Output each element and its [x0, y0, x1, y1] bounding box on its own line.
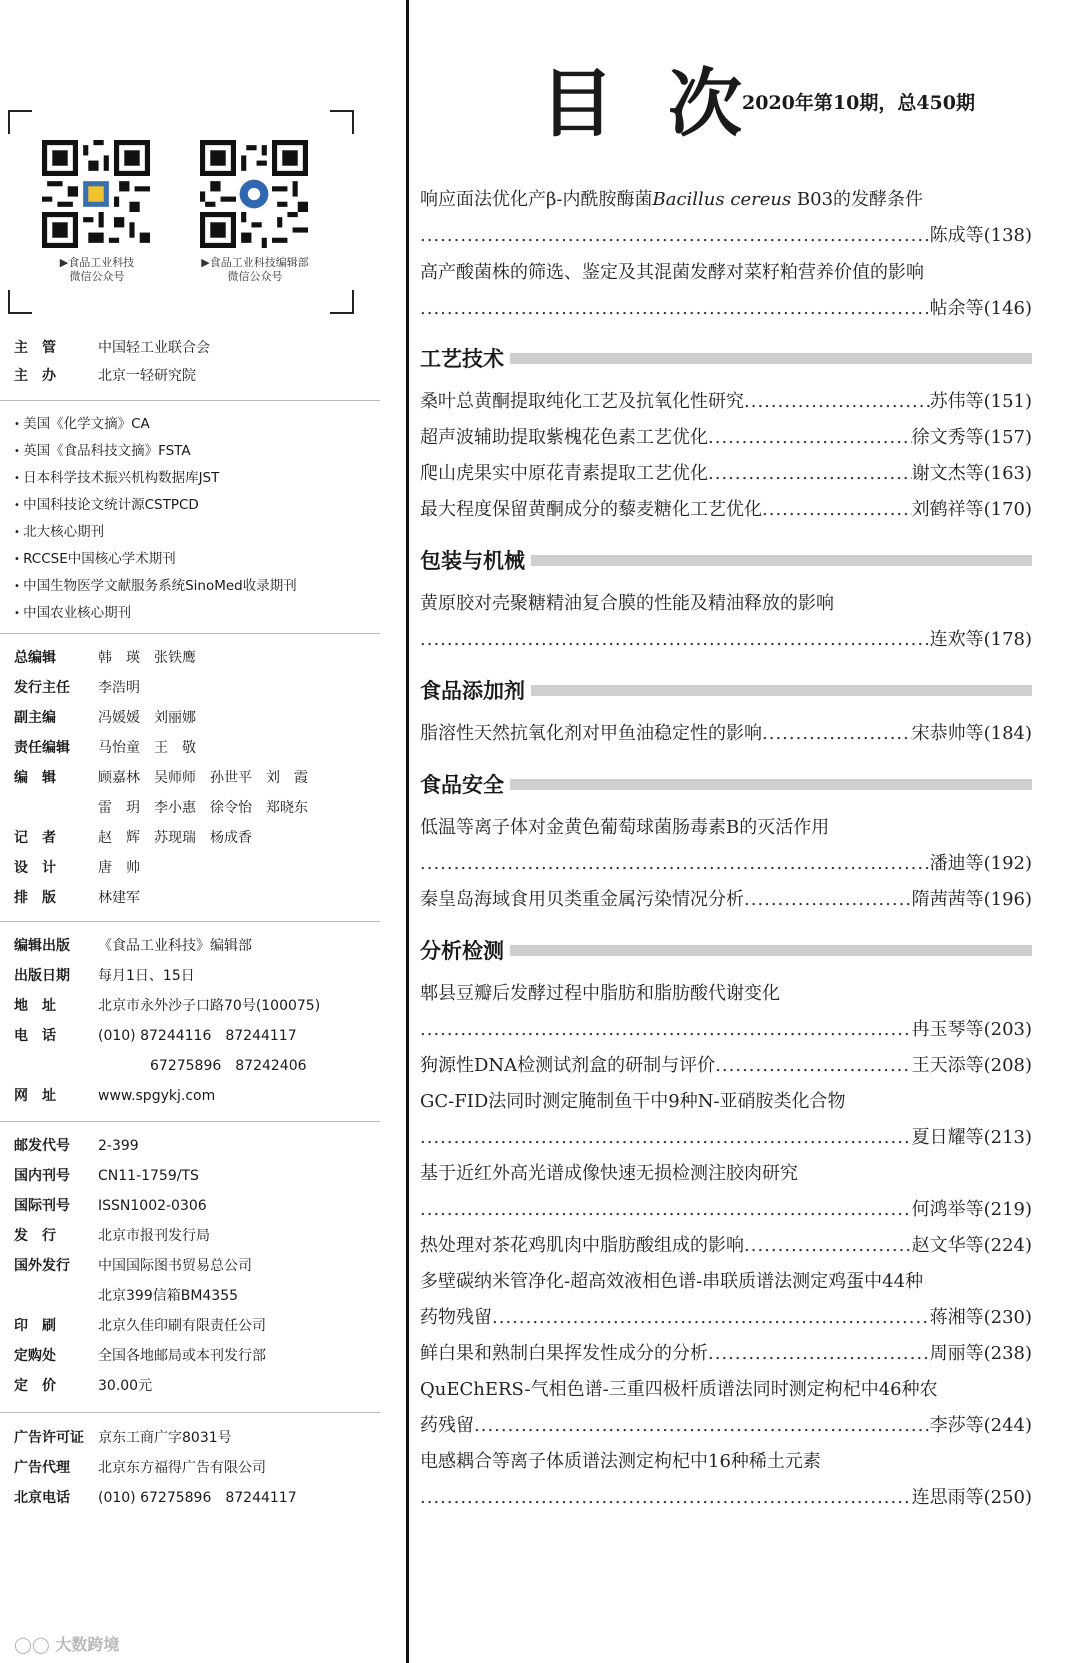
section-title: 分析检测	[420, 939, 504, 963]
toc-entry-author: 蒋湘等(230)	[929, 1307, 1032, 1328]
toc-entry-title: 高产酸菌株的筛选、鉴定及其混菌发酵对菜籽粕营养价值的影响	[420, 262, 924, 283]
title-italic-part: Bacillus cereus	[652, 189, 792, 210]
toc-entry-author: 李莎等(244)	[929, 1415, 1032, 1436]
row-label: 网 址	[14, 1088, 56, 1104]
row-value: 2-399	[98, 1138, 139, 1154]
leader-dots	[762, 492, 912, 528]
toc-entry[interactable]	[420, 586, 1032, 658]
qr-caption-line: ▶食品工业科技编辑部	[201, 256, 309, 269]
frame-corner	[330, 110, 354, 134]
divider	[0, 921, 380, 922]
toc-entry[interactable]	[420, 1084, 1032, 1156]
frame-corner	[8, 110, 32, 134]
section-header	[420, 769, 1032, 799]
row-label: 定购处	[14, 1348, 56, 1364]
leader-dots	[492, 1300, 930, 1336]
staff-row	[14, 828, 252, 848]
row-value: 北京久佳印刷有限责任公司	[98, 1318, 266, 1334]
codes-row	[14, 1316, 266, 1336]
row-value: 中国轻工业联合会	[98, 340, 210, 356]
row-label: 副主编	[14, 710, 56, 726]
sponsor-row	[14, 366, 196, 386]
toc-entry-title: QuEChERS-气相色谱-三重四极杆质谱法同时测定枸杞中46种农	[420, 1379, 938, 1400]
row-value: 韩 瑛 张铁鹰	[98, 650, 196, 666]
leader-dots	[420, 1192, 912, 1228]
section-bar	[510, 779, 1032, 790]
publishing-row	[14, 996, 320, 1016]
toc-entry-author: 苏伟等(151)	[929, 391, 1032, 412]
toc-entry-title: 热处理对茶花鸡肌肉中脂肪酸组成的影响	[420, 1235, 744, 1256]
toc-entry-author: 刘鹤祥等(170)	[911, 499, 1032, 520]
leader-dots	[762, 716, 912, 752]
row-value: ISSN1002-0306	[98, 1198, 207, 1214]
title-part: B03的发酵条件	[791, 189, 924, 210]
toc-entry[interactable]	[420, 255, 1032, 327]
row-label: 国外发行	[14, 1258, 70, 1274]
row-label: 编辑出版	[14, 938, 70, 954]
codes-row	[14, 1166, 199, 1186]
toc-entry-title: 最大程度保留黄酮成分的藜麦糖化工艺优化	[420, 499, 762, 520]
section-title: 食品添加剂	[420, 679, 525, 703]
left-info-column	[0, 0, 405, 1663]
leader-dots	[474, 1408, 930, 1444]
watermark	[14, 1632, 119, 1655]
row-label: 设 计	[14, 860, 56, 876]
indexing-item: • 北大核心期刊	[14, 520, 104, 540]
qr-code-icon[interactable]	[42, 140, 150, 248]
row-value: 《食品工业科技》编辑部	[98, 938, 252, 954]
row-label: 主 管	[14, 340, 56, 356]
row-label: 北京电话	[14, 1490, 70, 1506]
title-part: 响应面法优化产β-内酰胺酶菌	[420, 189, 653, 210]
divider	[0, 633, 380, 634]
frame-corner	[8, 290, 32, 314]
toc-entry[interactable]	[420, 1264, 1032, 1336]
toc-entry[interactable]	[420, 420, 1032, 456]
row-label: 地 址	[14, 998, 56, 1014]
toc-entry-author: 宋恭帅等(184)	[911, 723, 1032, 744]
leader-dots	[420, 846, 930, 882]
codes-row	[14, 1286, 238, 1306]
leader-dots	[420, 622, 930, 658]
row-label: 广告许可证	[14, 1430, 84, 1446]
issue-number: 2020年第10期，总450期	[742, 92, 975, 114]
codes-row	[14, 1256, 252, 1276]
toc-entry-title: 基于近红外高光谱成像快速无损检测注胶肉研究	[420, 1163, 798, 1184]
publishing-row	[14, 1056, 307, 1076]
staff-row	[14, 768, 308, 788]
toc-entry-author: 陈成等(138)	[929, 225, 1032, 246]
toc-entry-title: 多壁碳纳米管净化-超高效液相色谱-串联质谱法测定鸡蛋中44种	[420, 1271, 924, 1292]
staff-row	[14, 678, 140, 698]
qr-caption-line: 微信公众号	[227, 270, 283, 283]
toc-entry[interactable]	[420, 1372, 1032, 1444]
toc-entry-author: 何鸿举等(219)	[911, 1199, 1032, 1220]
codes-row	[14, 1226, 210, 1246]
toc-entry-title	[420, 182, 1032, 218]
toc-entry[interactable]	[420, 456, 1032, 492]
watermark-icon: ◯◯	[14, 1635, 56, 1654]
leader-dots	[744, 882, 912, 918]
toc-entry-title-cont: 药残留	[420, 1415, 474, 1436]
staff-row	[14, 858, 140, 878]
toc-entry-title: 脂溶性天然抗氧化剂对甲鱼油稳定性的影响	[420, 723, 762, 744]
leader-dots	[420, 1012, 912, 1048]
indexing-item: • RCCSE中国核心学术期刊	[14, 547, 176, 567]
toc-entry-title: GC-FID法同时测定腌制鱼干中9种N-亚硝胺类化合物	[420, 1091, 846, 1112]
section-header	[420, 935, 1032, 965]
row-label: 责任编辑	[14, 740, 70, 756]
row-label: 排 版	[14, 890, 56, 906]
toc-entry[interactable]	[420, 1336, 1032, 1372]
row-value: 唐 帅	[98, 860, 140, 876]
toc-entry[interactable]	[420, 1156, 1032, 1228]
indexing-item: • 美国《化学文摘》CA	[14, 412, 150, 432]
toc-entry[interactable]	[420, 384, 1032, 420]
row-label: 国际刊号	[14, 1198, 70, 1214]
toc-entry-title: 桑叶总黄酮提取纯化工艺及抗氧化性研究	[420, 391, 744, 412]
row-label: 记 者	[14, 830, 56, 846]
row-value: (010) 67275896 87244117	[98, 1490, 297, 1506]
row-label: 编 辑	[14, 770, 56, 786]
section-bar	[510, 353, 1032, 364]
toc-entry-title-cont: 药物残留	[420, 1307, 492, 1328]
staff-row	[14, 888, 140, 908]
row-label: 电 话	[14, 1028, 56, 1044]
toc-entry-author: 连欢等(178)	[929, 629, 1032, 650]
toc-entry[interactable]	[420, 810, 1032, 882]
section-header	[420, 343, 1032, 373]
row-label: 国内刊号	[14, 1168, 70, 1184]
toc-entry[interactable]	[420, 492, 1032, 528]
ads-row	[14, 1488, 297, 1508]
toc-entry-title: 黄原胶对壳聚糖精油复合膜的性能及精油释放的影响	[420, 593, 834, 614]
section-bar	[510, 945, 1032, 956]
row-value: 马怡童 王 敬	[98, 740, 196, 756]
ads-row	[14, 1428, 232, 1448]
publishing-row	[14, 1026, 297, 1046]
toc-entry-author: 赵文华等(224)	[911, 1235, 1032, 1256]
section-title: 食品安全	[420, 773, 504, 797]
toc-entry-author: 连思雨等(250)	[911, 1487, 1032, 1508]
leader-dots	[708, 420, 912, 456]
row-value: 每月1日、15日	[98, 968, 195, 984]
row-value: 冯媛媛 刘丽娜	[98, 710, 196, 726]
row-value: 林建军	[98, 890, 140, 906]
toc-entry-author: 周丽等(238)	[929, 1343, 1032, 1364]
toc-entry-author: 冉玉琴等(203)	[911, 1019, 1032, 1040]
row-label: 定 价	[14, 1378, 56, 1394]
leader-dots	[420, 218, 930, 254]
codes-row	[14, 1196, 207, 1216]
toc-entry-title: 狗源性DNA检测试剂盒的研制与评价	[420, 1055, 716, 1076]
staff-row	[14, 798, 308, 818]
section-header	[420, 675, 1032, 705]
row-value: 67275896 87242406	[150, 1058, 307, 1074]
toc-entry-title: 鲜白果和熟制白果挥发性成分的分析	[420, 1343, 708, 1364]
toc-entry-title: 爬山虎果实中原花青素提取工艺优化	[420, 463, 708, 484]
divider	[0, 1412, 380, 1413]
row-value: 30.00元	[98, 1378, 153, 1394]
column-divider	[406, 0, 409, 1663]
staff-row	[14, 648, 196, 668]
qr-caption-line: ▶食品工业科技	[59, 256, 135, 269]
website-link[interactable]: www.spgykj.com	[98, 1088, 216, 1104]
ads-row	[14, 1458, 266, 1478]
toc-entry-author: 王天添等(208)	[911, 1055, 1032, 1076]
row-label: 发行主任	[14, 680, 70, 696]
toc-entry-author: 夏日耀等(213)	[911, 1127, 1032, 1148]
toc-entry-title: 低温等离子体对金黄色葡萄球菌肠毒素B的灭活作用	[420, 817, 830, 838]
row-value: CN11-1759/TS	[98, 1168, 199, 1184]
indexing-item: • 中国农业核心期刊	[14, 601, 131, 621]
row-label: 广告代理	[14, 1460, 70, 1476]
qr-caption	[12, 256, 182, 284]
toc-entry-author: 徐文秀等(157)	[911, 427, 1032, 448]
frame-corner	[330, 290, 354, 314]
codes-row	[14, 1346, 266, 1366]
row-value: (010) 87244116 87244117	[98, 1028, 297, 1044]
divider	[0, 1121, 380, 1122]
section-header	[420, 545, 1032, 575]
section-bar	[531, 555, 1032, 566]
row-label: 发 行	[14, 1228, 56, 1244]
section-bar	[531, 685, 1032, 696]
divider	[0, 400, 380, 401]
section-title: 工艺技术	[420, 347, 504, 371]
indexing-item: • 英国《食品科技文摘》FSTA	[14, 439, 191, 459]
row-value: 京东工商广字8031号	[98, 1430, 232, 1446]
toc-entry-title: 电感耦合等离子体质谱法测定枸杞中16种稀土元素	[420, 1451, 821, 1472]
row-value: 北京市报刊发行局	[98, 1228, 210, 1244]
row-value: 赵 辉 苏现瑞 杨成香	[98, 830, 252, 846]
publishing-row[interactable]	[14, 1086, 215, 1106]
toc-entry[interactable]	[420, 1444, 1032, 1516]
codes-row	[14, 1376, 152, 1396]
table-of-contents	[420, 0, 1040, 1663]
indexing-item: • 中国科技论文统计源CSTPCD	[14, 493, 199, 513]
indexing-item: • 中国生物医学文献服务系统SinoMed收录期刊	[14, 574, 297, 594]
indexing-item: • 日本科学技术振兴机构数据库JST	[14, 466, 219, 486]
row-value: 北京一轻研究院	[98, 368, 196, 384]
publishing-row	[14, 936, 252, 956]
row-value: 北京399信箱BM4355	[98, 1288, 239, 1304]
leader-dots	[708, 456, 912, 492]
publishing-row	[14, 966, 195, 986]
toc-entry[interactable]	[420, 1228, 1032, 1264]
qr-code-icon[interactable]	[200, 140, 308, 248]
watermark-text: 大数跨境	[55, 1635, 120, 1654]
page-title: 目次	[540, 61, 796, 147]
leader-dots	[420, 291, 930, 327]
toc-entry-title: 秦皇岛海域食用贝类重金属污染情况分析	[420, 889, 744, 910]
codes-row	[14, 1136, 139, 1156]
row-label: 印 刷	[14, 1318, 56, 1334]
leader-dots	[744, 1228, 912, 1264]
toc-entry-author: 谢文杰等(163)	[911, 463, 1032, 484]
row-label: 出版日期	[14, 968, 70, 984]
row-value: 中国国际图书贸易总公司	[98, 1258, 252, 1274]
toc-entry[interactable]	[420, 716, 1032, 752]
toc-entry[interactable]	[420, 976, 1032, 1048]
row-label: 主 办	[14, 368, 56, 384]
row-value: 雷 玥 李小惠 徐令怡 郑晓东	[98, 800, 308, 816]
row-value: 顾嘉林 吴师师 孙世平 刘 霞	[98, 770, 308, 786]
row-value: 李浩明	[98, 680, 140, 696]
toc-entry[interactable]	[420, 182, 1032, 254]
qr-caption	[170, 256, 340, 284]
row-label: 邮发代号	[14, 1138, 70, 1154]
toc-entry-author: 潘迪等(192)	[929, 853, 1032, 874]
toc-entry[interactable]	[420, 1048, 1032, 1084]
toc-entry-title: 郫县豆瓣后发酵过程中脂肪和脂肪酸代谢变化	[420, 983, 780, 1004]
leader-dots	[715, 1048, 911, 1084]
leader-dots	[744, 384, 930, 420]
toc-entry-title: 超声波辅助提取紫槐花色素工艺优化	[420, 427, 708, 448]
toc-entry-author: 隋茜茜等(196)	[911, 889, 1032, 910]
row-value: 北京东方福得广告有限公司	[98, 1460, 266, 1476]
toc-entry-author: 帖余等(146)	[929, 298, 1032, 319]
staff-row	[14, 708, 196, 728]
leader-dots	[420, 1120, 912, 1156]
qr-caption-line: 微信公众号	[69, 270, 125, 283]
row-label: 总编辑	[14, 650, 56, 666]
leader-dots	[708, 1336, 930, 1372]
section-title: 包装与机械	[420, 549, 525, 573]
toc-entry[interactable]	[420, 882, 1032, 918]
row-value: 北京市永外沙子口路70号(100075)	[98, 998, 321, 1014]
staff-row	[14, 738, 196, 758]
row-value: 全国各地邮局或本刊发行部	[98, 1348, 266, 1364]
leader-dots	[420, 1480, 912, 1516]
sponsor-row	[14, 338, 210, 358]
